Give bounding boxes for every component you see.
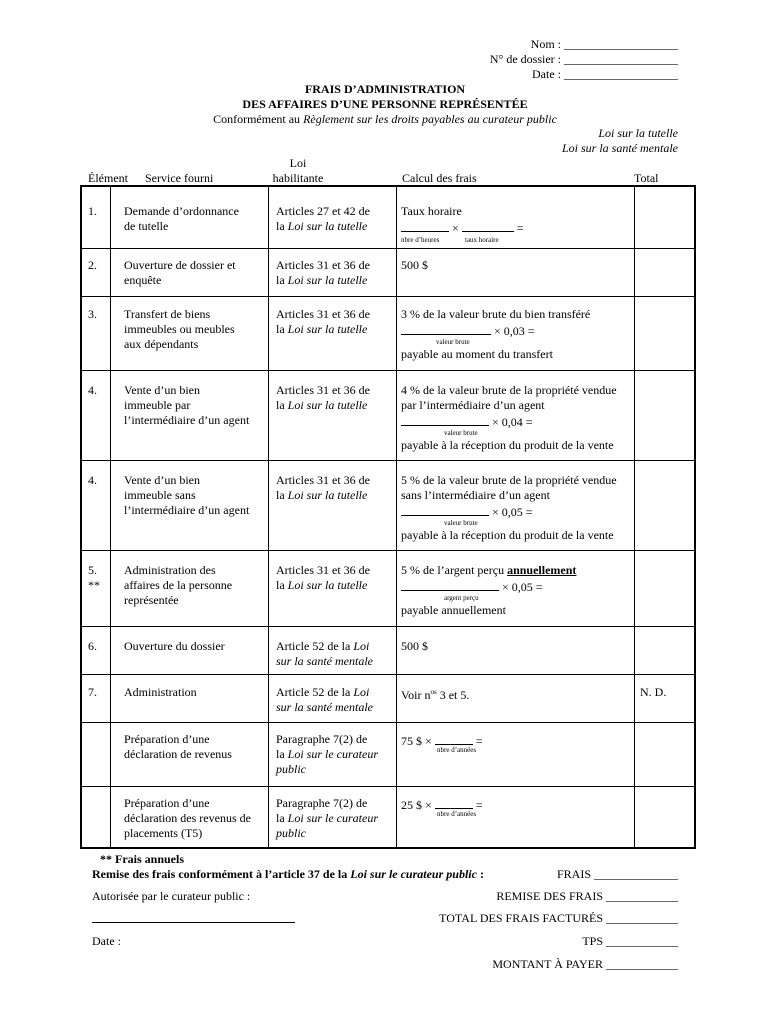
years-blank[interactable] — [435, 732, 473, 745]
row-number: 1. — [88, 204, 97, 218]
gst-field[interactable]: TPS ____________ — [582, 934, 678, 948]
row-number: 3. — [88, 307, 97, 321]
col-divider — [396, 187, 397, 847]
annual-fees-note: ** Frais annuels — [100, 852, 185, 866]
law-cell: Article 52 de la Loi sur la santé mentale — [276, 685, 373, 714]
col-divider — [110, 187, 111, 847]
service-cell: Ouverture du dossier — [124, 639, 225, 653]
calc-cell: 500 $ — [401, 639, 428, 653]
law-cell: Paragraphe 7(2) de la Loi sur le curateur public — [276, 796, 379, 840]
calc-cell: Voir $n^{os}$ 3 et 5. — [401, 688, 470, 702]
rate-blank[interactable] — [462, 219, 514, 232]
row-number: 2. — [88, 258, 97, 272]
row-divider — [82, 722, 694, 723]
service-cell: Transfert de biens immeubles ou meubles aux dépendants — [124, 307, 235, 351]
calc-cell: 25 $ × = — [401, 798, 483, 812]
row-number: 4. — [88, 473, 97, 487]
fee-remission-label: Remise des frais conformément à l’article 37 de la Loi sur le curateur public : — [92, 867, 484, 881]
fees-total-field[interactable]: FRAIS ______________ — [556, 867, 678, 881]
row-number: 7. — [88, 685, 97, 699]
amount-due-field[interactable]: MONTANT À PAYER ____________ — [492, 957, 678, 971]
law-cell: Articles 31 et 36 de la Loi sur la tutelle — [276, 383, 370, 412]
law-cell: Articles 31 et 36 de la Loi sur la tutelle — [276, 473, 370, 502]
blank-caption: nbre d’années — [437, 746, 477, 754]
title-line-2: DES AFFAIRES D’UNE PERSONNE REPRÉSENTÉE — [242, 97, 528, 111]
calc-cell: 5 % de l’argent perçu annuellement × 0,05 = payable annuellement — [401, 563, 577, 617]
years-blank[interactable] — [435, 796, 473, 809]
calc-cell: 500 $ — [401, 258, 428, 272]
hours-blank[interactable] — [401, 219, 449, 232]
subtitle: Conformément au Règlement sur les droits payables au curateur public — [213, 112, 557, 126]
service-cell: Demande d’ordonnance de tutelle — [124, 204, 239, 233]
calc-cell: 75 $ × = — [401, 734, 483, 748]
row-divider — [82, 248, 694, 249]
total-billed-field[interactable]: TOTAL DES FRAIS FACTURÉS ____________ — [439, 911, 678, 925]
law-cell: Paragraphe 7(2) de la Loi sur le curateur public — [276, 732, 379, 776]
row-divider — [82, 296, 694, 297]
law-cell: Articles 31 et 36 de la Loi sur la tutelle — [276, 307, 370, 336]
law-cell: Articles 27 et 42 de la Loi sur la tutelle — [276, 204, 370, 233]
blank-caption: valeur brute — [436, 338, 470, 346]
row-divider — [82, 674, 694, 675]
col-header-service: Service fourni — [145, 171, 214, 185]
gross-value-blank[interactable] — [401, 503, 489, 516]
applicable-laws — [562, 126, 678, 156]
row-number: 6. — [88, 639, 97, 653]
calc-cell: Taux horaire × = — [401, 204, 524, 235]
total-cell: N. D. — [640, 685, 667, 699]
row-divider — [82, 786, 694, 787]
row-divider — [82, 626, 694, 627]
document-title-block — [0, 82, 770, 127]
blank-caption: nbre d’heures — [401, 236, 440, 244]
service-cell: Administration — [124, 685, 197, 699]
law-sante-mentale: Loi sur la santé mentale — [562, 141, 678, 155]
fee-remission-field[interactable]: REMISE DES FRAIS ____________ — [496, 889, 678, 903]
service-cell: Administration des affaires de la personne représentée — [124, 563, 233, 607]
row-divider — [82, 370, 694, 371]
law-cell: Articles 31 et 36 de la Loi sur la tutelle — [276, 563, 370, 592]
law-cell: Article 52 de la Loi sur la santé mentale — [276, 639, 373, 668]
blank-caption: valeur brute — [444, 519, 478, 527]
date-field[interactable]: Date : ___________________ — [532, 67, 678, 81]
service-cell: Ouverture de dossier et enquête — [124, 258, 236, 287]
row-number: 4. — [88, 383, 97, 397]
name-field[interactable]: Nom : ___________________ — [530, 37, 678, 51]
law-cell: Articles 31 et 36 de la Loi sur la tutelle — [276, 258, 370, 287]
row-number: 5. ** — [88, 563, 100, 592]
col-divider — [634, 187, 635, 847]
blank-caption: valeur brute — [444, 429, 478, 437]
gross-value-blank[interactable] — [401, 322, 491, 335]
title-line-1: FRAIS D’ADMINISTRATION — [304, 82, 466, 96]
file-number-field[interactable]: N° de dossier : ___________________ — [489, 52, 678, 66]
calc-cell: 3 % de la valeur brute du bien transféré × 0,03 = payable au moment du transfert — [401, 307, 591, 361]
authorized-by-label: Autorisée par le curateur public : — [92, 889, 251, 903]
date-label: Date : — [92, 934, 121, 948]
service-cell: Vente d’un bien immeuble par l’intermédiaire d’un agent — [124, 383, 250, 427]
gross-value-blank[interactable] — [401, 413, 489, 426]
calc-cell: 4 % de la valeur brute de la propriété vendue par l’intermédiaire d’un agent × 0,04 = payable à la réception du produit de la vente — [401, 383, 617, 452]
file-info-block — [490, 37, 678, 82]
col-header-law: Loi habilitante — [272, 156, 324, 185]
blank-caption: taux horaire — [465, 236, 499, 244]
service-cell: Vente d’un bien immeuble sans l’intermédiaire d’un agent — [124, 473, 250, 517]
col-divider — [268, 187, 269, 847]
row-divider — [82, 550, 694, 551]
row-divider — [82, 460, 694, 461]
calc-cell: 5 % de la valeur brute de la propriété vendue sans l’intermédiaire d’un agent × 0,05 = payable à la réception du produit de la vente — [401, 473, 617, 542]
money-received-blank[interactable] — [401, 578, 499, 591]
blank-caption: nbre d’années — [437, 810, 477, 818]
col-header-element: Élément — [88, 171, 128, 185]
service-cell: Préparation d’une déclaration des revenus de placements (T5) — [124, 796, 251, 840]
service-cell: Préparation d’une déclaration de revenus — [124, 732, 232, 761]
blank-caption: argent perçu — [444, 594, 479, 602]
law-tutelle: Loi sur la tutelle — [598, 126, 678, 140]
col-header-calc: Calcul des frais — [402, 171, 477, 185]
col-header-total: Total — [634, 171, 659, 185]
signature-line[interactable] — [92, 922, 295, 923]
